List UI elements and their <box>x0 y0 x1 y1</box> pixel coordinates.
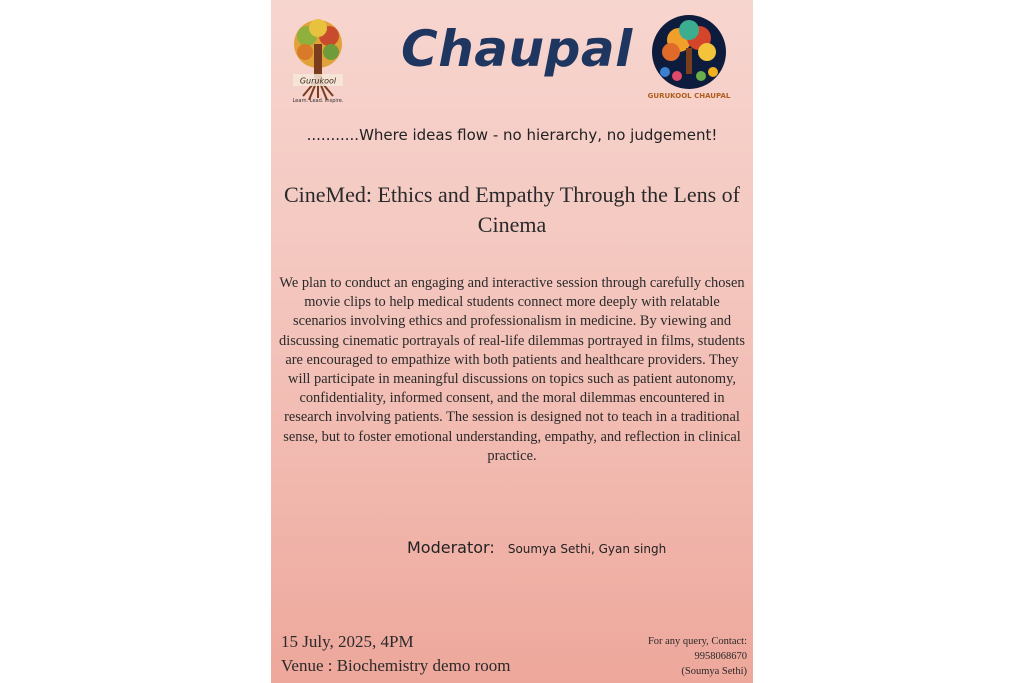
contact-name: (Soumya Sethi) <box>681 666 747 677</box>
gurukool-wordmark: Gurukool <box>299 76 337 86</box>
event-date: 15 July, 2025, 4PM <box>281 632 414 651</box>
gurukool-logo-caption: Learn. Lead. Inspire. <box>292 98 344 104</box>
gurukool-chaupal-caption: GURUKOOL CHAUPAL <box>647 92 731 100</box>
moderator-names: Soumya Sethi, Gyan singh <box>507 542 667 556</box>
contact-info <box>601 634 747 679</box>
event-description: We plan to conduct an engaging and interactive session through carefully chosen movie clips to help medical students connect more deeply with relatable scenarios involving ethics and professionalism in medicine. By viewing and discussing cinematic portrayals of real-life dilemmas portrayed in films, students are encouraged to empathize with both patients and healthcare providers. They will participate in meaningful discussions on topics such as patient autonomy, confidentiality, informed consent, and the moral dilemmas encountered in research involving patients. The session is designed not to teach in a traditional sense, but to foster emotional understanding, empathy, and reflection in clinical practice. <box>279 275 745 464</box>
event-poster <box>271 0 753 683</box>
contact-label: For any query, Contact: <box>647 636 747 647</box>
gurukool-chaupal-tree-icon <box>641 14 737 94</box>
gurukool-tree-icon <box>285 14 351 106</box>
moderator-line <box>407 538 747 557</box>
brand-title: Chaupal <box>401 20 633 78</box>
event-venue: Venue : Biochemistry demo room <box>281 656 511 675</box>
tagline: ...........Where ideas flow - no hierarchy, no judgement! <box>306 126 718 144</box>
gurukool-logo <box>285 14 351 106</box>
moderator-label: Moderator: <box>407 538 495 557</box>
event-title: CineMed: Ethics and Empathy Through the Lens of Cinema <box>283 182 740 237</box>
contact-phone: 9958068670 <box>694 651 747 662</box>
